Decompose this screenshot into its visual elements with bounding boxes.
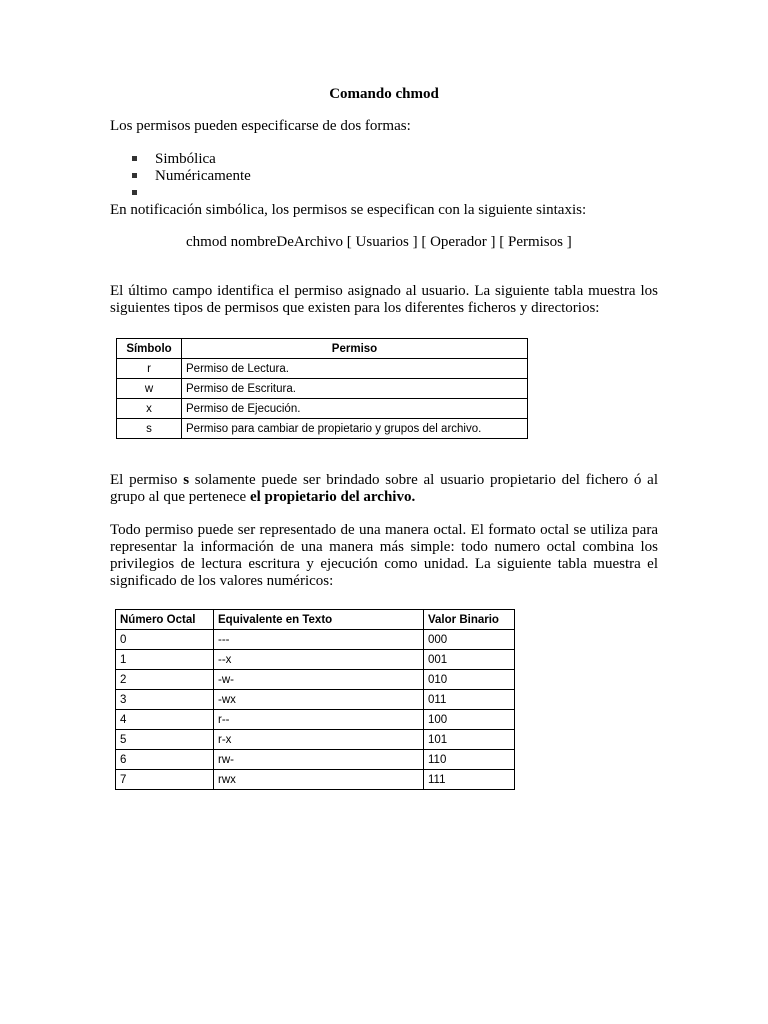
column-header: Equivalente en Texto — [214, 610, 424, 630]
permissions-table — [116, 338, 528, 439]
square-bullet-icon — [132, 173, 137, 178]
column-header: Permiso — [182, 339, 528, 359]
table-cell: x — [117, 399, 182, 419]
column-header: Valor Binario — [424, 610, 515, 630]
table-cell: 100 — [424, 710, 515, 730]
table-cell: -w- — [214, 670, 424, 690]
list-item — [132, 185, 251, 202]
table-cell: Permiso de Lectura. — [182, 359, 528, 379]
table-cell: 011 — [424, 690, 515, 710]
table-row — [117, 399, 528, 419]
table-cell: 000 — [424, 630, 515, 650]
table-cell: --x — [214, 650, 424, 670]
list-item: Numéricamente — [132, 168, 251, 185]
table-row — [116, 670, 515, 690]
notation-paragraph: En notificación simbólica, los permisos se especifican con la siguiente sintaxis: — [110, 202, 587, 218]
table-cell: Permiso para cambiar de propietario y grupos del archivo. — [182, 419, 528, 439]
table-cell: Permiso de Ejecución. — [182, 399, 528, 419]
table-cell: 0 — [116, 630, 214, 650]
table-row — [116, 650, 515, 670]
table-cell: 5 — [116, 730, 214, 750]
table-cell: 2 — [116, 670, 214, 690]
table-cell: 001 — [424, 650, 515, 670]
table-header-row — [116, 610, 515, 630]
table-cell: Permiso de Escritura. — [182, 379, 528, 399]
square-bullet-icon — [132, 190, 137, 195]
table-row — [117, 379, 528, 399]
s-permission-paragraph: El permiso s solamente puede ser brindado sobre al usuario propietario del fichero ó al grupo al que pertenece el propietario del archivo. — [110, 472, 659, 505]
column-header: Número Octal — [116, 610, 214, 630]
table-cell: -wx — [214, 690, 424, 710]
square-bullet-icon — [132, 156, 137, 161]
table-cell: 1 — [116, 650, 214, 670]
table-cell: r — [117, 359, 182, 379]
table-cell: 101 — [424, 730, 515, 750]
table-cell: --- — [214, 630, 424, 650]
table-cell: 7 — [116, 770, 214, 790]
table-cell: w — [117, 379, 182, 399]
table-row — [117, 419, 528, 439]
table-row — [116, 770, 515, 790]
table-cell: 3 — [116, 690, 214, 710]
table-cell: 4 — [116, 710, 214, 730]
table-cell: rw- — [214, 750, 424, 770]
table-cell: 010 — [424, 670, 515, 690]
table-row — [116, 690, 515, 710]
table-cell: rwx — [214, 770, 424, 790]
table-cell: r-- — [214, 710, 424, 730]
format-list — [132, 151, 251, 202]
octal-table — [115, 609, 515, 790]
octal-paragraph: Todo permiso puede ser representado de una manera octal. El formato octal se utiliza para representar la información de una manera más simple: todo numero octal combina los privilegios de lectura escritura y ejecución como unidad. La siguiente tabla muestra el significado de los valores numéricos: — [110, 522, 658, 589]
list-item: Simbólica — [132, 151, 251, 168]
table-cell: r-x — [214, 730, 424, 750]
last-field-paragraph: El último campo identifica el permiso asignado al usuario. La siguiente tabla muestra los siguientes tipos de permisos que existen para los diferentes ficheros y directorios: — [110, 283, 658, 316]
table-cell: 111 — [424, 770, 515, 790]
table-cell: 110 — [424, 750, 515, 770]
table-row — [116, 730, 515, 750]
table-row — [116, 750, 515, 770]
column-header: Símbolo — [117, 339, 182, 359]
table-cell: s — [117, 419, 182, 439]
table-row — [116, 710, 515, 730]
intro-paragraph: Los permisos pueden especificarse de dos formas: — [110, 118, 411, 134]
page-title: Comando chmod — [329, 86, 439, 102]
table-row — [116, 630, 515, 650]
syntax-line: chmod nombreDeArchivo [ Usuarios ] [ Operador ] [ Permisos ] — [186, 234, 572, 250]
table-header-row — [117, 339, 528, 359]
table-row — [117, 359, 528, 379]
table-cell: 6 — [116, 750, 214, 770]
